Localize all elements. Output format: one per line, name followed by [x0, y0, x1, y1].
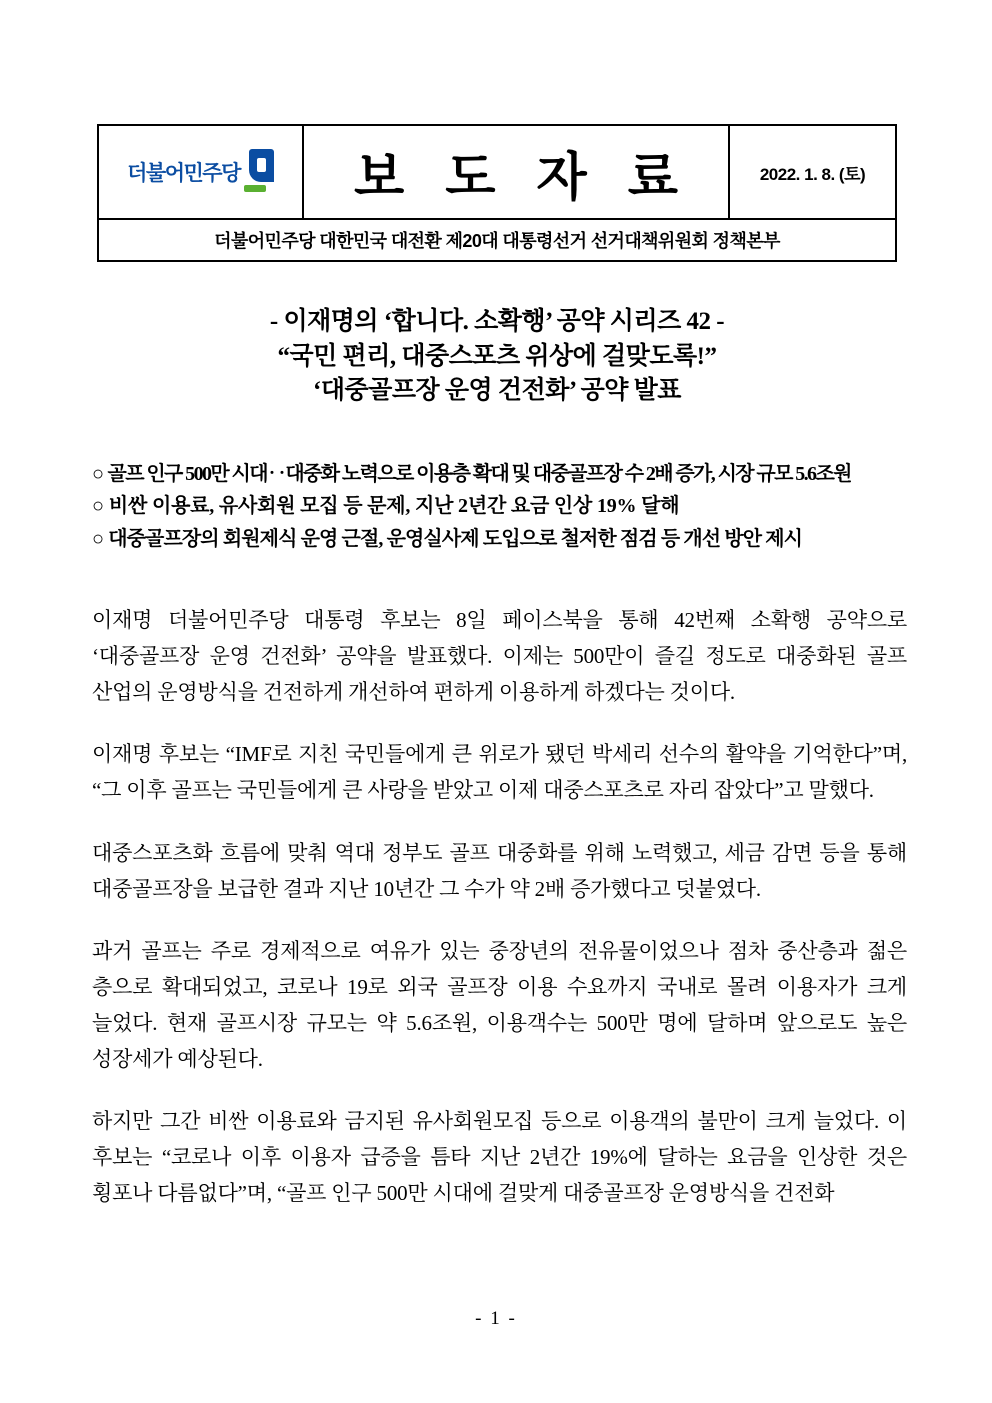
body-paragraph: 과거 골프는 주로 경제적으로 여유가 있는 중장년의 전유물이었으나 점차 중산층과 젊은 층으로 확대되었고, 코로나 19로 외국 골프장 이용 수요까지 국내로 몰려 이용자가 크게 늘었다. 현재 골프시장 규모는 약 5.6조원, 이용객수는 500만 명에 달하며 앞으로도 높은 성장세가 예상된다.	[92, 938, 907, 1072]
body-paragraph: 이재명 더불어민주당 대통령 후보는 8일 페이스북을 통해 42번째 소확행 공약으로 ‘대중골프장 운영 건전화’ 공약을 발표했다. 이제는 500만이 즐길 정도로 대중화된 골프 산업의 운영방식을 건전하게 개선하여 편하게 이용하게 하겠다는 것이다.	[92, 608, 907, 705]
headline-line-2: “국민 편리, 대중스포츠 위상에 걸맞도록!”	[277, 342, 717, 370]
document-date: 2022. 1. 8. (토)	[759, 164, 866, 184]
bullet-text: 대중골프장의 회원제식 운영 근절, 운영실사제 도입으로 철저한 점검 등 개선 방안 제시	[108, 527, 803, 550]
bullet-mark-icon: ○	[92, 463, 105, 485]
organization-line: 더불어민주당 대한민국 대전환 제20대 대통령선거 선거대책위원회 정책본부	[214, 231, 780, 251]
bullet-item	[92, 490, 907, 522]
body-paragraph: 이재명 후보는 “IMF로 지친 국민들에게 큰 위로가 됐던 박세리 선수의 활약을 기억한다”며, “그 이후 골프는 국민들에게 큰 사랑을 받았고 이제 대중스포츠로 자리 잡았다”고 말했다.	[92, 742, 907, 803]
headline-block	[97, 305, 897, 409]
document-title-cell	[304, 126, 730, 218]
party-logo-cell	[99, 126, 304, 218]
body-paragraph: 하지만 그간 비싼 이용료와 금지된 유사회원모집 등으로 이용객의 불만이 크게 늘었다. 이 후보는 “코로나 이후 이용자 급증을 틈타 지난 2년간 19%에 달하는 요금을 인상한 것은 횡포나 다름없다”며, “골프 인구 500만 시대에 걸맞게 대중골프장 운영방식을 건전화	[92, 1109, 907, 1206]
headline-line-3: ‘대중골프장 운영 건전화’ 공약 발표	[313, 377, 681, 404]
democratic-party-logo-icon	[244, 149, 274, 195]
document-header	[97, 124, 897, 262]
document-body	[92, 602, 907, 1212]
headline-line-1: - 이재명의 ‘합니다. 소확행’ 공약 시리즈 42 -	[269, 308, 725, 335]
page-title: 보 도 자 료	[354, 149, 692, 207]
bullet-mark-icon: ○	[92, 495, 105, 518]
bullet-item	[92, 523, 907, 555]
party-logo	[127, 149, 274, 195]
page-number: - 1 -	[475, 1308, 517, 1329]
bullet-text: 골프 인구 500만 시대‥대중화 노력으로 이용층 확대 및 대중골프장 수 2배 증가, 시장 규모 5.6조원	[107, 463, 851, 485]
header-top-row	[99, 126, 895, 218]
bullet-text: 비싼 이용료, 유사회원 모집 등 문제, 지난 2년간 요금 인상 19% 달해	[108, 495, 680, 518]
document-date-cell	[730, 126, 895, 218]
party-name-label: 더불어민주당	[127, 162, 240, 185]
bullet-mark-icon: ○	[92, 527, 105, 550]
body-paragraph: 대중스포츠화 흐름에 맞춰 역대 정부도 골프 대중화를 위해 노력했고, 세금 감면 등을 통해 대중골프장을 보급한 결과 지난 10년간 그 수가 약 2배 증가했다고 덧붙였다.	[92, 840, 907, 901]
header-bottom-row	[99, 218, 895, 260]
summary-bullets	[92, 458, 907, 555]
bullet-item	[92, 458, 907, 490]
